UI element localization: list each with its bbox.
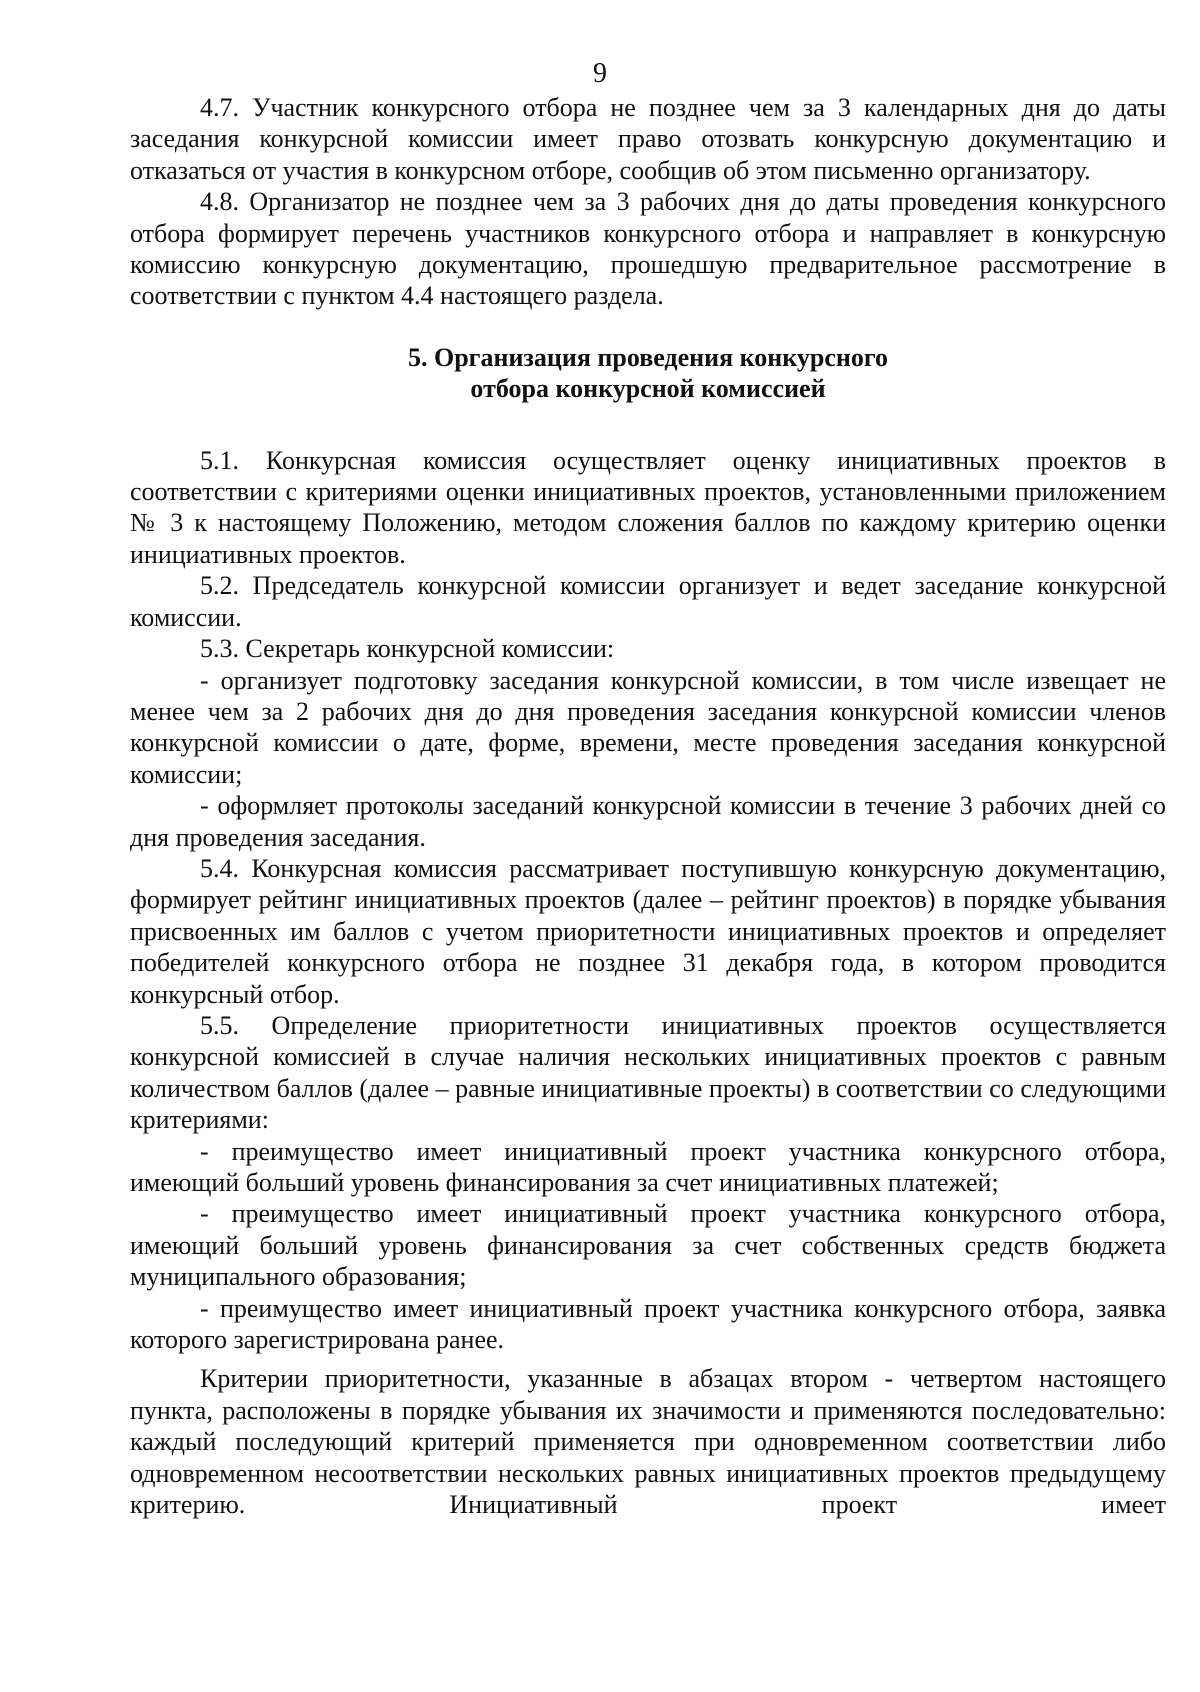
list-item-criterion-3: - преимущество имеет инициативный проект участника конкурсного отбора, заявка которого зарегистрирована ранее. xyxy=(130,1293,1166,1355)
paragraph-5-2: 5.2. Председатель конкурсной комиссии организует и ведет заседание конкурсной комиссии. xyxy=(130,571,1166,632)
list-item-criterion-2: - преимущество имеет инициативный проект участника конкурсного отбора, имеющий больший уровень финансирования за счет собственных средств бюджета муниципального образования; xyxy=(130,1199,1166,1292)
list-item-secretary-2: - оформляет протоколы заседаний конкурсной комиссии в течение 3 рабочих дней со дня проведения заседания. xyxy=(130,791,1166,852)
paragraph-4-8: 4.8. Организатор не позднее чем за 3 рабочих дня до даты проведения конкурсного отбора формирует перечень участников конкурсного отбора и направляет в конкурсную комиссию конкурсную документацию, прошедшую предварительное рассмотрение в соответствии с пунктом 4.4 настоящего раздела. xyxy=(130,187,1166,311)
page-number: 9 xyxy=(593,58,607,89)
section-heading-line-1: 5. Организация проведения конкурсного xyxy=(407,342,889,372)
list-item-secretary-1: - организует подготовку заседания конкурсной комиссии, в том числе извещает не менее чем за 2 рабочих дня до дня проведения заседания конкурсной комиссии членов конкурсной комиссии о дате, форме, времени, месте проведения заседания конкурсной комиссии; xyxy=(130,665,1166,789)
paragraph-priority-criteria: Критерии приоритетности, указанные в абзацах втором - четвертом настоящего пункта, расположены в порядке убывания их значимости и применяются последовательно: каждый последующий критерий применяется при одновременном соответствии либо одновременном несоответствии нескольких равных инициативных проектов предыдущему критерию. Инициативный проект имеет xyxy=(130,1364,1166,1520)
paragraph-5-1: 5.1. Конкурсная комиссия осуществляет оценку инициативных проектов в соответствии с критериями оценки инициативных проектов, установленными приложением № 3 к настоящему Положению, методом сложения баллов по каждому критерию оценки инициативных проектов. xyxy=(130,445,1166,569)
section-heading-line-2: отбора конкурсной комиссией xyxy=(470,374,826,404)
list-item-criterion-1: - преимущество имеет инициативный проект участника конкурсного отбора, имеющий больший уровень финансирования за счет инициативных платежей; xyxy=(130,1136,1166,1197)
paragraph-5-4: 5.4. Конкурсная комиссия рассматривает поступившую конкурсную документацию, формирует рейтинг инициативных проектов (далее – рейтинг проектов) в порядке убывания присвоенных им баллов с учетом приоритетности инициативных проектов и определяет победителей конкурсного отбора не позднее 31 декабря года, в котором проводится конкурсный отбор. xyxy=(130,853,1166,1009)
document-body xyxy=(130,92,1166,1520)
paragraph-5-3: 5.3. Секретарь конкурсной комиссии: xyxy=(200,634,615,664)
section-heading xyxy=(130,342,1166,405)
paragraph-4-7: 4.7. Участник конкурсного отбора не позднее чем за 3 календарных дня до даты заседания конкурсной комиссии имеет право отозвать конкурсную документацию и отказаться от участия в конкурсном отборе, сообщив об этом письменно организатору. xyxy=(130,93,1166,185)
paragraph-5-5: 5.5. Определение приоритетности инициативных проектов осуществляется конкурсной комиссией в случае наличия нескольких инициативных проектов с равным количеством баллов (далее – равные инициативные проекты) в соответствии со следующими критериями: xyxy=(130,1010,1166,1135)
